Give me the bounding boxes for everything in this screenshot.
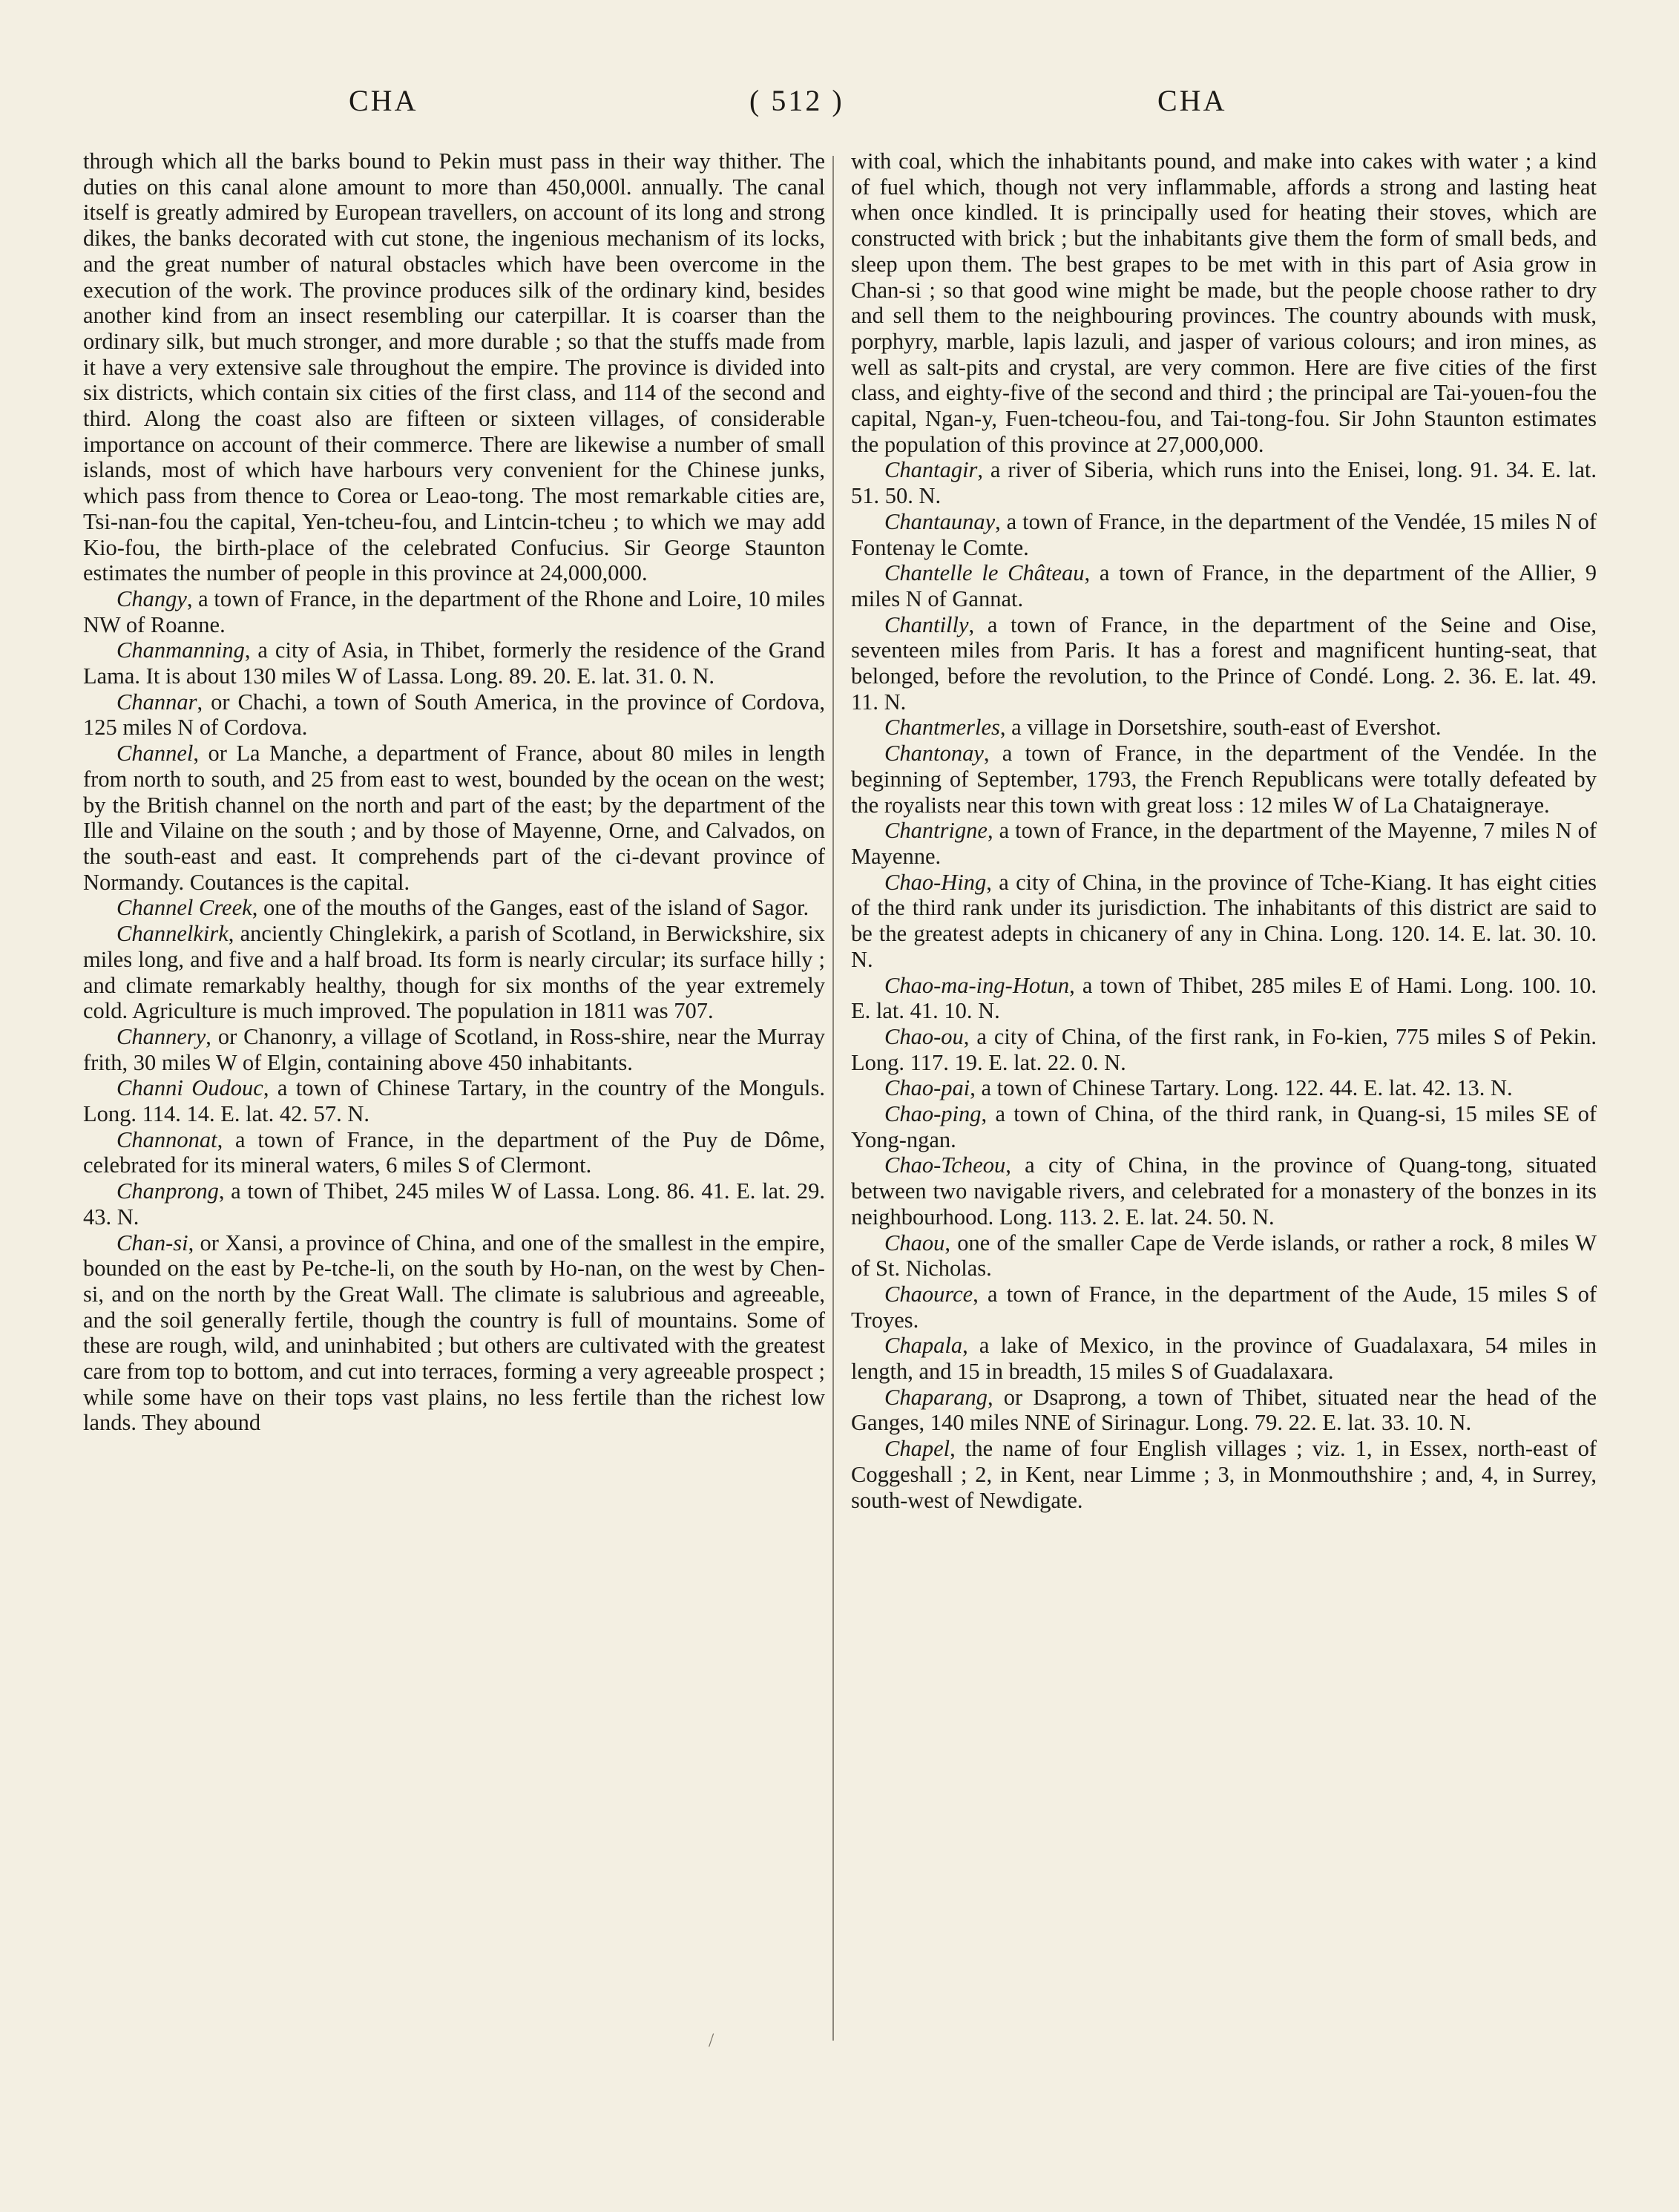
entry-text: , or La Manche, a department of France, about 80 miles in length from north to south, and 25 from east to west, bounded by the ocean on the west; by the British channel on the north and part of the east; by the department of the Ille and Vilaine on the south ; and by those of Mayenne, Orne, and Calvados, on the south-east and east. It comprehends part of the ci-devant province of Normandy. Coutances is the capital. bbox=[83, 741, 825, 895]
left-column bbox=[83, 148, 825, 1436]
gazetteer-entry bbox=[851, 870, 1597, 973]
column-divider bbox=[832, 156, 834, 2041]
entry-text: , a town of Chinese Tartary. Long. 122. 44. E. lat. 42. 13. N. bbox=[970, 1075, 1513, 1101]
entry-text: , or Dsaprong, a town of Thibet, situated near the head of the Ganges, 140 miles NNE of Sirinagur. Long. 79. 22. E. lat. 33. 10. N. bbox=[851, 1384, 1597, 1436]
gazetteer-entry bbox=[83, 586, 825, 637]
header-left-keyword: CHA bbox=[349, 84, 418, 117]
entry-headword: Chao-Hing bbox=[884, 869, 987, 895]
entry-text: , a city of Asia, in Thibet, formerly the residence of the Grand Lama. It is about 130 miles W of Lassa. Long. 89. 20. E. lat. 31. 0. N. bbox=[83, 637, 825, 689]
entry-headword: Chan-si bbox=[116, 1230, 188, 1256]
entry-text: , the name of four English villages ; viz. 1, in Essex, north-east of Coggeshall ; 2, in Kent, near Limme ; 3, in Monmouthshire ; and, 4, in Surrey, south-west of Newdigate. bbox=[851, 1436, 1597, 1513]
gazetteer-entry bbox=[851, 457, 1597, 508]
gazetteer-entry bbox=[83, 1178, 825, 1230]
entry-headword: Changy bbox=[116, 585, 187, 611]
entry-headword: Chanmanning bbox=[116, 637, 245, 663]
entry-headword: Chao-pai bbox=[884, 1075, 970, 1101]
entry-text: , a town of France, in the department of the Puy de Dôme, celebrated for its mineral waters, 6 miles S of Clermont. bbox=[83, 1126, 825, 1178]
entry-list bbox=[83, 586, 825, 1436]
entry-text: , or Chachi, a town of South America, in the province of Cordova, 125 miles N of Cordova. bbox=[83, 689, 825, 741]
entry-headword: Chao-ou bbox=[884, 1023, 964, 1049]
entry-headword: Channelkirk bbox=[116, 921, 229, 947]
entry-text: , a town of Thibet, 245 miles W of Lassa. Long. 86. 41. E. lat. 29. 43. N. bbox=[83, 1178, 825, 1230]
footer-mark: / bbox=[709, 2029, 714, 2051]
entry-text: , a village in Dorsetshire, south-east of Evershot. bbox=[999, 715, 1442, 741]
gazetteer-entry bbox=[851, 1281, 1597, 1333]
entry-text: , one of the mouths of the Ganges, east of the island of Sagor. bbox=[252, 895, 809, 921]
entry-text: , a town of China, of the third rank, in Quang-si, 15 miles SE of Yong-ngan. bbox=[851, 1101, 1597, 1152]
gazetteer-entry bbox=[851, 1230, 1597, 1281]
gazetteer-entry bbox=[83, 895, 825, 921]
entry-text: , a town of France, in the department of the Seine and Oise, seventeen miles from Paris. It has a forest and magnificent hunting-seat, that belonged, before the revolution, to the Prince of Condé. Long. 2. 36. E. lat. 49. 11. N. bbox=[851, 611, 1597, 715]
gazetteer-entry bbox=[851, 1333, 1597, 1384]
entry-text: , a city of China, in the province of Quang-tong, situated between two navigable rivers, and celebrated for a monastery of the bonzes in its neighbourhood. Long. 113. 2. E. lat. 24. 50. N. bbox=[851, 1152, 1597, 1230]
right-column bbox=[851, 148, 1597, 1513]
gazetteer-entry bbox=[851, 1436, 1597, 1513]
gazetteer-entry bbox=[851, 612, 1597, 715]
gazetteer-entry bbox=[83, 689, 825, 741]
gazetteer-entry bbox=[83, 1024, 825, 1075]
gazetteer-entry bbox=[83, 1127, 825, 1178]
entry-headword: Chantrigne bbox=[884, 818, 988, 844]
entry-text: , a town of Chinese Tartary, in the country of the Monguls. Long. 114. 14. E. lat. 42. 57. N. bbox=[83, 1075, 825, 1127]
entry-text: , a town of France, in the department of the Rhone and Loire, 10 miles NW of Roanne. bbox=[83, 585, 825, 637]
entry-headword: Channel bbox=[116, 741, 194, 767]
gazetteer-entry bbox=[851, 1024, 1597, 1075]
entry-headword: Chapel bbox=[884, 1436, 950, 1462]
entry-text: , or Xansi, a province of China, and one of the smallest in the empire, bounded on the east by Pe-tche-li, on the south by Ho-nan, on the west by Chen-si, and on the north by the Great Wall. The climate is salubrious and agreeable, and the soil generally fertile, though the country is full of mountains. Some of these are rough, wild, and uninhabited ; but others are cultivated with the greatest care from top to bottom, and cut into terraces, forming a very agreeable prospect ; while some have on their tops vast plains, no less fertile than the richest low lands. They abound bbox=[83, 1230, 825, 1436]
entry-headword: Chao-ma-ing-Hotun bbox=[884, 972, 1070, 998]
entry-headword: Chantaunay bbox=[884, 508, 996, 534]
entry-text: , a town of France, in the department of the Mayenne, 7 miles N of Mayenne. bbox=[851, 818, 1597, 869]
continued-paragraph: through which all the barks bound to Pekin must pass in their way thither. The duties on this canal alone amount to more than 450,000l. annually. The canal itself is greatly admired by European travellers, on account of its long and strong dikes, the banks decorated with cut stone, the ingenious mechanism of its locks, and the great number of natural obstacles which have been overcome in the execution of the work. The province produces silk of the ordinary kind, besides another kind from an insect resembling our caterpillar. It is coarser than the ordinary silk, but much stronger, and more durable ; so that the stuffs made from it have a very extensive sale throughout the empire. The province is divided into six districts, which contain six cities of the first class, and 114 of the second and third. Along the coast also are fifteen or sixteen villages, of considerable importance on account of their commerce. There are likewise a number of small islands, most of which have harbours very convenient for the Chinese junks, which pass from thence to Corea or Leao-tong. The most remarkable cities are, Tsi-nan-fou the capital, Yen-tcheu-fou, and Lintcin-tcheu ; to which we may add Kio-fou, the birth-place of the celebrated Confucius. Sir George Staunton estimates the number of people in this province at 24,000,000. bbox=[83, 148, 825, 586]
gazetteer-entry bbox=[83, 741, 825, 895]
entry-headword: Chao-Tcheou bbox=[884, 1152, 1006, 1178]
entry-text: , a town of France, in the department of the Vendée, 15 miles N of Fontenay le Comte. bbox=[851, 508, 1597, 560]
entry-text: , a town of France, in the department of the Vendée. In the beginning of September, 1793, the French Republicans were totally defeated by the royalists near this town with great loss : 12 miles W of La Chataigneraye. bbox=[851, 741, 1597, 818]
gazetteer-entry bbox=[851, 1152, 1597, 1230]
gazetteer-entry bbox=[83, 637, 825, 689]
gazetteer-entry bbox=[851, 1385, 1597, 1436]
entry-headword: Chantonay bbox=[884, 741, 984, 767]
gazetteer-entry bbox=[851, 509, 1597, 560]
gazetteer-entry bbox=[851, 973, 1597, 1024]
entry-headword: Chaource bbox=[884, 1281, 973, 1307]
entry-text: , a town of France, in the department of the Allier, 9 miles N of Gannat. bbox=[851, 560, 1597, 611]
gazetteer-entry bbox=[851, 1075, 1597, 1101]
gazetteer-entry bbox=[851, 715, 1597, 741]
entry-headword: Chaparang bbox=[884, 1384, 988, 1410]
entry-headword: Chantelle le Château bbox=[884, 560, 1085, 586]
entry-list bbox=[851, 457, 1597, 1513]
entry-headword: Chanprong bbox=[116, 1178, 219, 1204]
entry-text: , a lake of Mexico, in the province of Guadalaxara, 54 miles in length, and 15 in breadth, 15 miles S of Guadalaxara. bbox=[851, 1333, 1597, 1385]
gazetteer-entry bbox=[851, 1101, 1597, 1152]
gazetteer-entry bbox=[851, 560, 1597, 611]
entry-text: , a town of Thibet, 285 miles E of Hami. Long. 100. 10. E. lat. 41. 10. N. bbox=[851, 972, 1597, 1024]
entry-headword: Chapala bbox=[884, 1333, 963, 1359]
entry-headword: Chantagir bbox=[884, 457, 978, 483]
entry-text: , a town of France, in the department of the Aude, 15 miles S of Troyes. bbox=[851, 1281, 1597, 1333]
entry-text: , a river of Siberia, which runs into the Enisei, long. 91. 34. E. lat. 51. 50. N. bbox=[851, 457, 1597, 509]
entry-headword: Chantilly bbox=[884, 611, 969, 637]
header-right-keyword: CHA bbox=[1157, 84, 1227, 117]
continued-paragraph: with coal, which the inhabitants pound, and make into cakes with water ; a kind of fuel which, though not very inflammable, affords a strong and lasting heat when once kindled. It is principally used for heating their stoves, which are constructed with brick ; but the inhabitants give them the form of small beds, and sleep upon them. The best grapes to be met with in this part of Asia grow in Chan-si ; so that good wine might be made, but the people choose rather to dry and sell them to the neighbouring provinces. The country abounds with musk, porphyry, marble, lapis lazuli, and jasper of various colours; and iron mines, as well as salt-pits and crystal, are very common. Here are five cities of the first class, and eighty-five of the second and third ; the principal are Tai-youen-fou the capital, Ngan-y, Fuen-tcheou-fou, and Tai-tong-fou. Sir John Staunton estimates the population of this province at 27,000,000. bbox=[851, 148, 1597, 457]
gazetteer-entry bbox=[83, 1075, 825, 1126]
entry-text: , a city of China, in the province of Tche-Kiang. It has eight cities of the third rank under its jurisdiction. The inhabitants of this district are said to be the greatest adepts in chicanery of any in China. Long. 120. 14. E. lat. 30. 10. N. bbox=[851, 869, 1597, 972]
entry-headword: Channar bbox=[116, 689, 197, 715]
gazetteer-entry bbox=[851, 741, 1597, 818]
running-header bbox=[0, 83, 1679, 128]
entry-text: , anciently Chinglekirk, a parish of Scotland, in Berwickshire, six miles long, and five and a half broad. Its form is nearly circular; its surface hilly ; and climate remarkably healthy, though for six months of the year extremely cold. Agriculture is much improved. The population in 1811 was 707. bbox=[83, 921, 825, 1024]
entry-text: , one of the smaller Cape de Verde islands, or rather a rock, 8 miles W of St. Nicholas. bbox=[851, 1230, 1597, 1281]
entry-headword: Channonat bbox=[116, 1126, 217, 1152]
gazetteer-entry bbox=[83, 1230, 825, 1437]
entry-headword: Channel Creek bbox=[116, 895, 252, 921]
entry-headword: Chantmerles bbox=[884, 715, 1000, 741]
entry-text: , a city of China, of the first rank, in Fo-kien, 775 miles S of Pekin. Long. 117. 19. E. lat. 22. 0. N. bbox=[851, 1023, 1597, 1075]
gazetteer-entry bbox=[851, 818, 1597, 869]
entry-headword: Chao-ping bbox=[884, 1101, 982, 1127]
entry-headword: Channery bbox=[116, 1023, 206, 1049]
page-number: ( 512 ) bbox=[749, 84, 844, 117]
entry-text: , or Chanonry, a village of Scotland, in Ross-shire, near the Murray frith, 30 miles W of Elgin, containing above 450 inhabitants. bbox=[83, 1023, 825, 1075]
entry-headword: Chaou bbox=[884, 1230, 945, 1256]
gazetteer-entry bbox=[83, 921, 825, 1024]
entry-headword: Channi Oudouc bbox=[116, 1075, 263, 1101]
